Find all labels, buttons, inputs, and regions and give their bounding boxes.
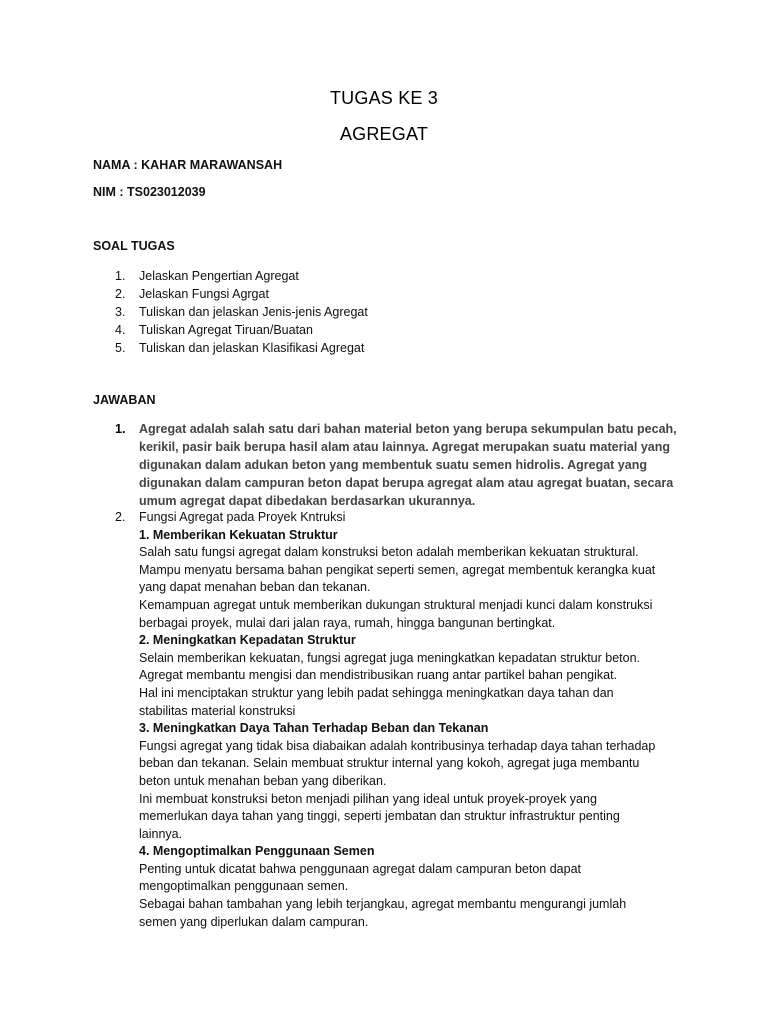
question-text: Jelaskan Fungsi Agrgat — [139, 287, 269, 301]
answer-line: digunakan dalam adukan beton yang membentuk suatu semen hidrolis. Agregat yang — [139, 458, 647, 472]
question-number: 1. — [115, 269, 126, 283]
answer-line: Agregat adalah salah satu dari bahan material beton yang berupa sekumpulan batu pecah, — [139, 422, 677, 436]
subheading-line: 3. Meningkatkan Daya Tahan Terhadap Beban dan Tekanan — [139, 721, 489, 736]
student-name: NAMA : KAHAR MARAWANSAH — [93, 158, 283, 172]
answer-line: Penting untuk dicatat bahwa penggunaan agregat dalam campuran beton dapat — [139, 861, 581, 876]
answer-line: umum agregat dapat dibedakan berdasarkan ukurannya. — [139, 494, 476, 508]
question-text: Tuliskan dan jelaskan Jenis-jenis Agregat — [139, 305, 368, 319]
answer-line: kerikil, pasir baik berupa hasil alam atau lainnya. Agregat merupakan suatu material yang — [139, 440, 670, 454]
answers-heading: JAWABAN — [93, 393, 156, 407]
document-title: TUGAS KE 3 — [329, 88, 439, 108]
question-text: Tuliskan Agregat Tiruan/Buatan — [139, 323, 313, 337]
question-number: 5. — [115, 341, 126, 355]
answer-line: beton untuk menahan beban yang diberikan. — [139, 773, 387, 788]
question-number: 3. — [115, 305, 126, 319]
document-subtitle: AGREGAT — [339, 124, 429, 144]
subheading-line: 1. Memberikan Kekuatan Struktur — [139, 527, 338, 542]
answer-2-body — [139, 509, 694, 931]
answer-number: 2. — [115, 510, 126, 524]
answer-line: Kemampuan agregat untuk memberikan dukungan struktural menjadi kunci dalam konstruksi — [139, 597, 653, 612]
answer-number: 1. — [115, 422, 126, 436]
answer-line: Fungsi agregat yang tidak bisa diabaikan adalah kontribusinya terhadap daya tahan terhadap — [139, 738, 656, 753]
answer-line: memerlukan daya tahan yang tinggi, seperti jembatan dan struktur infrastruktur penting — [139, 809, 620, 824]
answer-line: Hal ini menciptakan struktur yang lebih padat sehingga meningkatkan daya tahan dan — [139, 685, 614, 700]
answer-line: Salah satu fungsi agregat dalam konstruksi beton adalah memberikan kekuatan struktural. — [139, 545, 639, 560]
question-number: 2. — [115, 287, 126, 301]
answer-line: Selain memberikan kekuatan, fungsi agregat juga meningkatkan kepadatan struktur beton. — [139, 650, 641, 665]
answer-line: Mampu menyatu bersama bahan pengikat seperti semen, agregat membentuk kerangka kuat — [139, 562, 656, 577]
subheading-line: 4. Mengoptimalkan Penggunaan Semen — [139, 844, 375, 859]
answer-line: semen yang diperlukan dalam campuran. — [139, 914, 369, 929]
answer-line: beban dan tekanan. Selain membuat struktur internal yang kokoh, agregat juga membantu — [139, 756, 640, 771]
subheading-line: 2. Meningkatkan Kepadatan Struktur — [139, 633, 356, 648]
answer-line: yang dapat menahan beban dan tekanan. — [139, 580, 371, 595]
answer-line: Agregat membantu mengisi dan mendistribusikan ruang antar partikel bahan pengikat. — [139, 668, 618, 683]
answer-line: berbagai proyek, mulai dari jalan raya, rumah, hingga bangunan bertingkat. — [139, 615, 556, 630]
question-text: Jelaskan Pengertian Agregat — [139, 269, 299, 283]
answer-line: Fungsi Agregat pada Proyek Kntruksi — [139, 510, 346, 524]
answer-line: lainnya. — [139, 826, 183, 841]
answer-line: digunakan dalam campuran beton dapat berupa agregat alam atau agregat buatan, secara — [139, 476, 674, 490]
student-id: NIM : TS023012039 — [93, 185, 206, 199]
questions-heading: SOAL TUGAS — [93, 239, 175, 253]
answer-line: Sebagai bahan tambahan yang lebih terjangkau, agregat membantu mengurangi jumlah — [139, 897, 627, 912]
question-text: Tuliskan dan jelaskan Klasifikasi Agregat — [139, 341, 365, 355]
answer-line: mengoptimalkan penggunaan semen. — [139, 879, 349, 894]
answer-line: stabilitas material konstruksi — [139, 703, 296, 718]
answer-1-body — [139, 420, 694, 510]
question-number: 4. — [115, 323, 126, 337]
answer-line: Ini membuat konstruksi beton menjadi pilihan yang ideal untuk proyek-proyek yang — [139, 791, 597, 806]
